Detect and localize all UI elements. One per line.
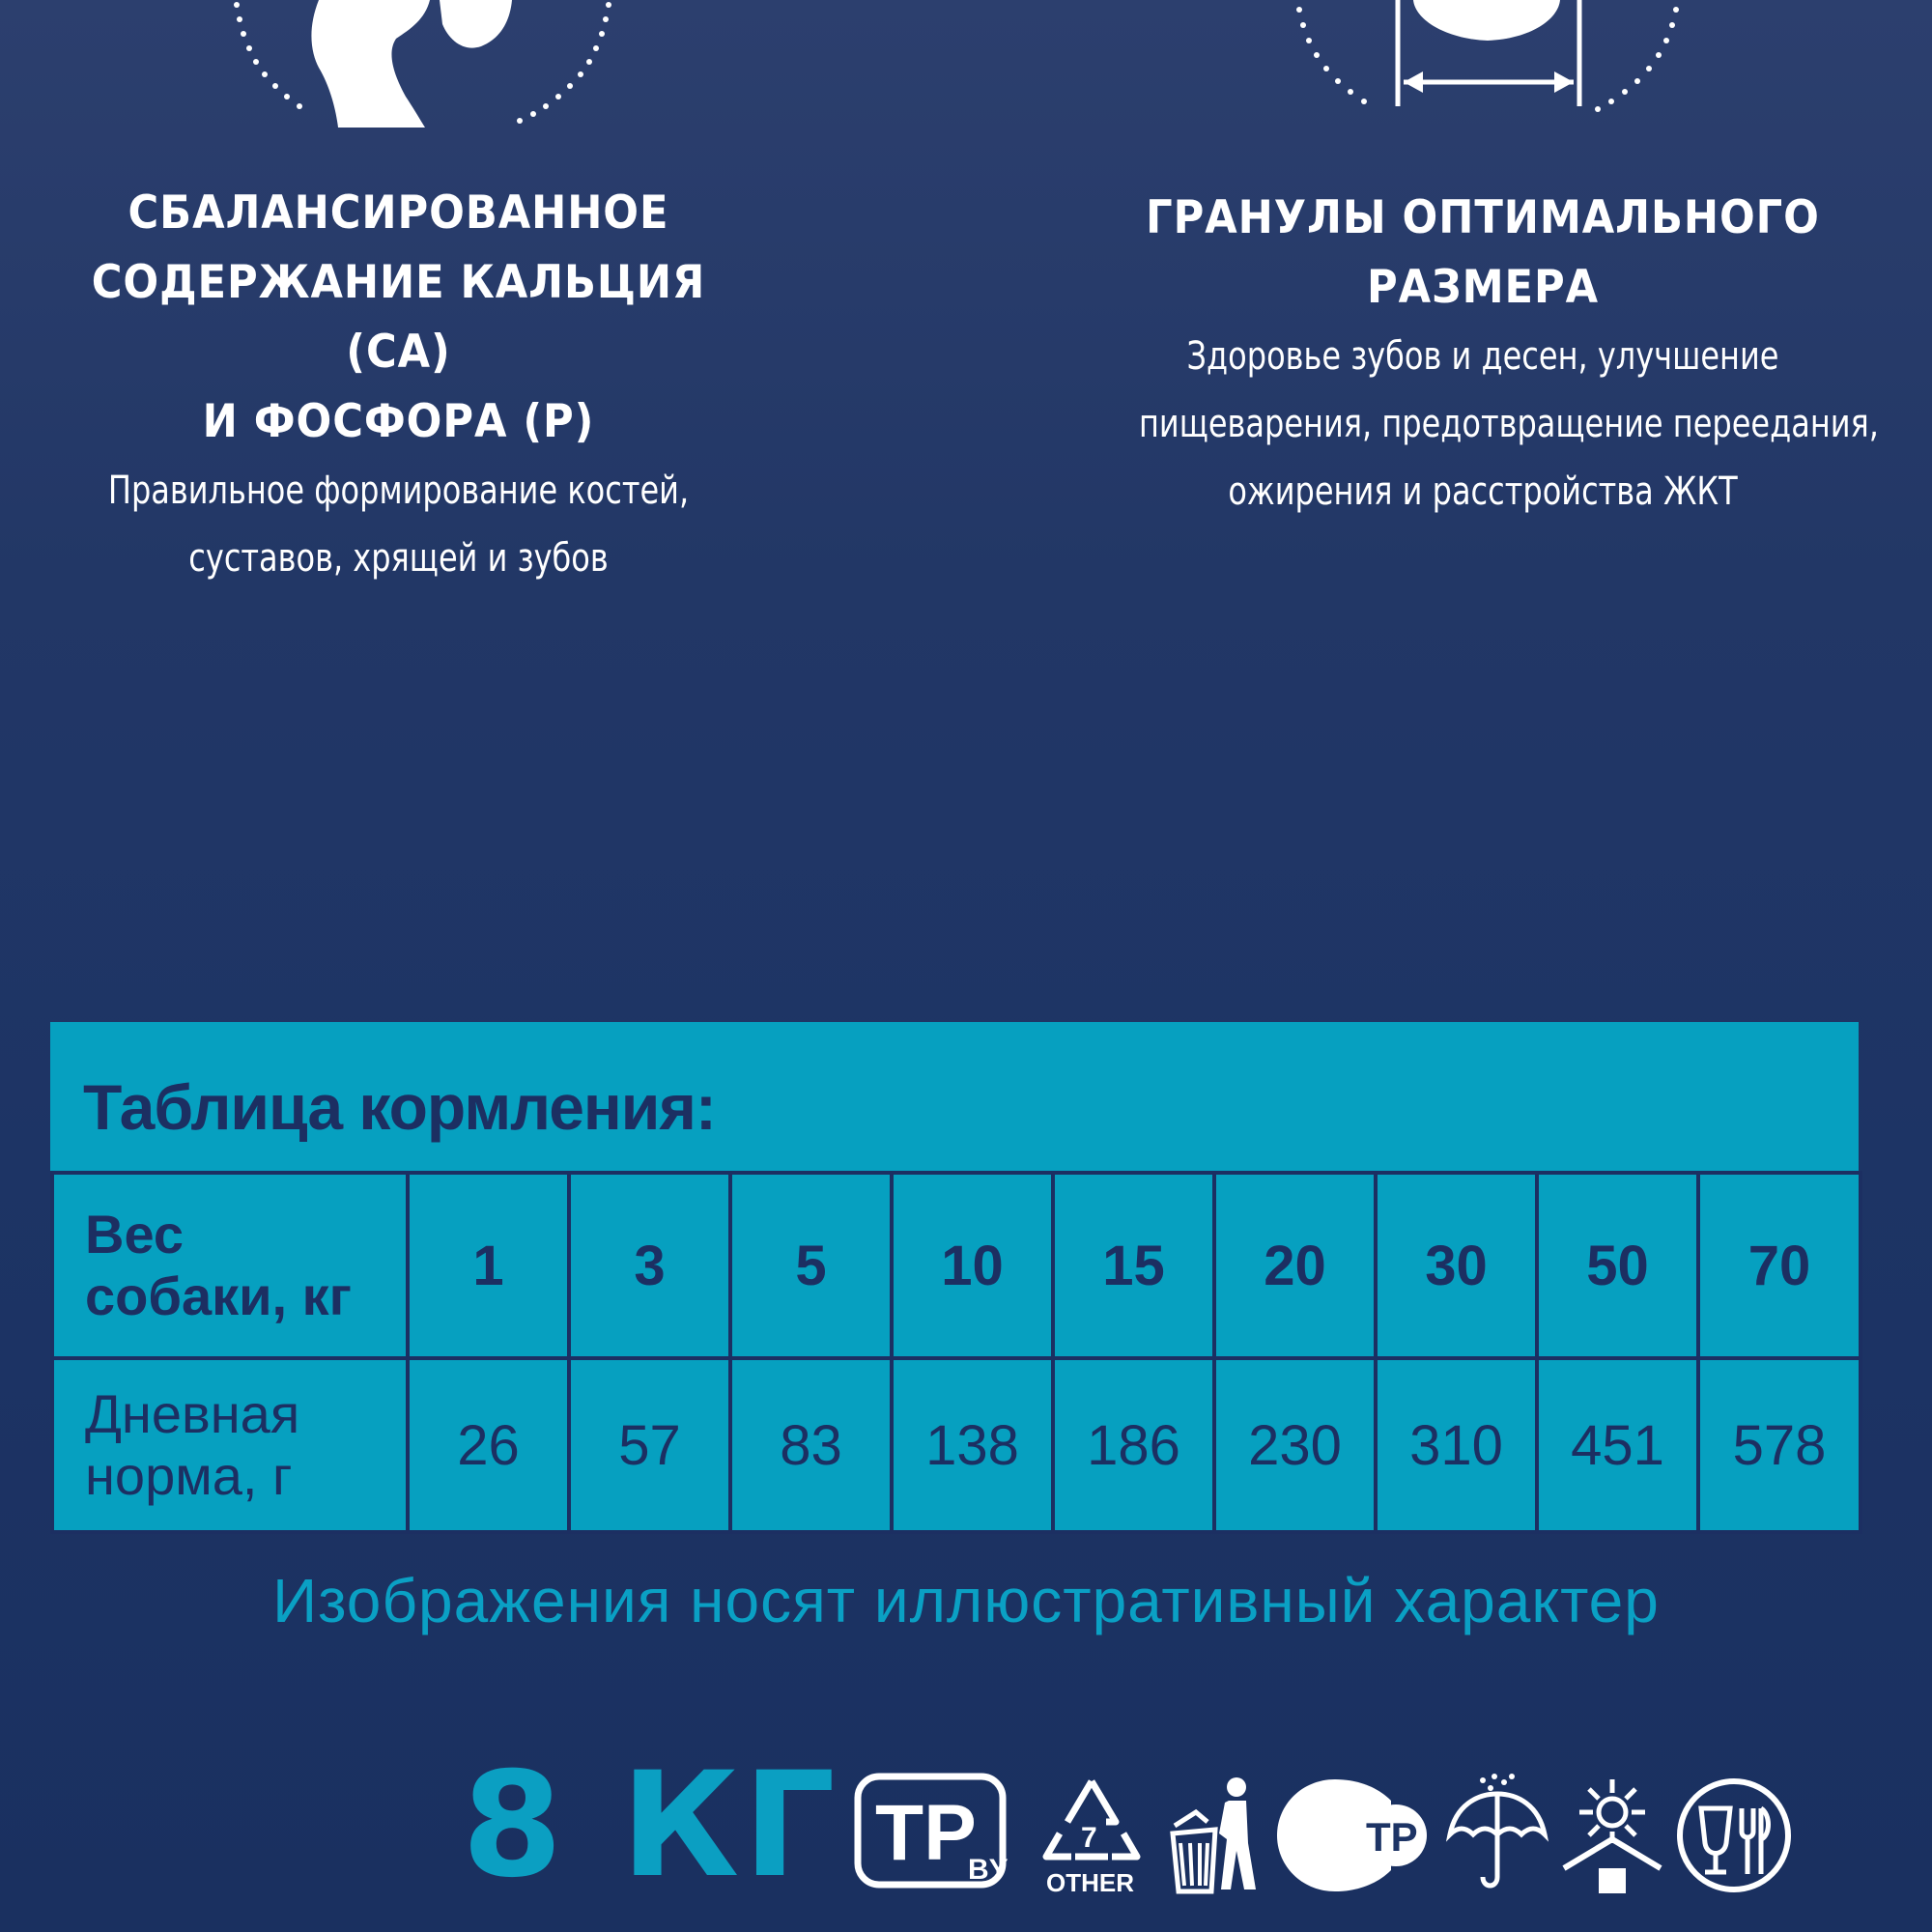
norm-cell: 26 (408, 1358, 569, 1532)
feature-description-line: Здоровье зубов и десен, улучшение (1186, 334, 1779, 379)
norm-row (52, 1358, 1861, 1532)
weight-cell: 20 (1214, 1173, 1376, 1358)
weight-header-line: Вес (85, 1204, 184, 1264)
weight-cell: 10 (892, 1173, 1053, 1358)
norm-cell: 57 (569, 1358, 730, 1532)
weight-cell: 15 (1053, 1173, 1214, 1358)
weight-cell: 70 (1698, 1173, 1861, 1358)
norm-cell: 186 (1053, 1358, 1214, 1532)
feature-title-line: ГРАНУЛЫ ОПТИМАЛЬНОГО (1146, 191, 1820, 244)
ctp-mark-icon (1275, 1777, 1439, 1893)
protect-from-sun-icon (1560, 1776, 1664, 1896)
norm-cell: 451 (1537, 1358, 1698, 1532)
norm-cell: 83 (730, 1358, 892, 1532)
weight-cell: 3 (569, 1173, 730, 1358)
norm-cell: 138 (892, 1358, 1053, 1532)
weight-cell: 30 (1376, 1173, 1537, 1358)
kibble-size-icon (1290, 0, 1686, 135)
recycle-number: 7 (1081, 1822, 1097, 1854)
tr-mark-text: TP (875, 1789, 977, 1877)
keep-dry-umbrella-icon (1444, 1773, 1550, 1893)
feature-optimal-kibble (1053, 184, 1913, 526)
feature-description-line: ожирения и расстройства ЖКТ (1228, 469, 1738, 514)
norm-header-line: норма, г (85, 1445, 293, 1506)
norm-header-line: Дневная (85, 1383, 300, 1444)
weight-cell: 1 (408, 1173, 569, 1358)
food-contact-icon (1674, 1776, 1795, 1896)
feature-title-line: И ФОСФОРА (P) (202, 395, 595, 448)
weight-row-header (52, 1173, 408, 1358)
weight-cell: 50 (1537, 1173, 1698, 1358)
tr-by-mark-icon (854, 1773, 1018, 1889)
norm-cell: 310 (1376, 1358, 1537, 1532)
weight-cell: 5 (730, 1173, 892, 1358)
disclaimer-text: Изображения носят иллюстративный характер (272, 1566, 1660, 1635)
recycle-label: OTHER (1046, 1868, 1134, 1895)
norm-row-header (52, 1358, 408, 1532)
feature-calcium-phosphorus (0, 179, 797, 592)
package-weight: 8 КГ (462, 1742, 839, 1910)
feeding-table-grid (50, 1171, 1862, 1534)
feature-title-line: СОДЕРЖАНИЕ КАЛЬЦИЯ (CA) (91, 256, 706, 379)
feature-title-line: СБАЛАНСИРОВАННОЕ (128, 186, 669, 240)
ctp-mark-text: TP (1366, 1814, 1418, 1860)
feature-description-line: Правильное формирование костей, (107, 469, 690, 513)
feature-title-line: РАЗМЕРА (1366, 261, 1600, 314)
feature-description-line: пищеварения, предотвращение переедания, (1139, 402, 1879, 446)
feeding-table-title: Таблица кормления: (83, 1071, 716, 1143)
norm-cell: 230 (1214, 1358, 1376, 1532)
norm-cell: 578 (1698, 1358, 1861, 1532)
tr-mark-sub: BY (968, 1854, 1009, 1886)
dispose-in-bin-icon (1167, 1776, 1264, 1896)
weight-header-line: собаки, кг (85, 1265, 353, 1326)
recycle-7-icon (1038, 1776, 1145, 1895)
feature-description-line: суставов, хрящей и зубов (188, 536, 609, 581)
feeding-table (50, 1022, 1859, 1534)
weight-row (52, 1173, 1861, 1358)
joint-bone-icon (222, 0, 618, 140)
